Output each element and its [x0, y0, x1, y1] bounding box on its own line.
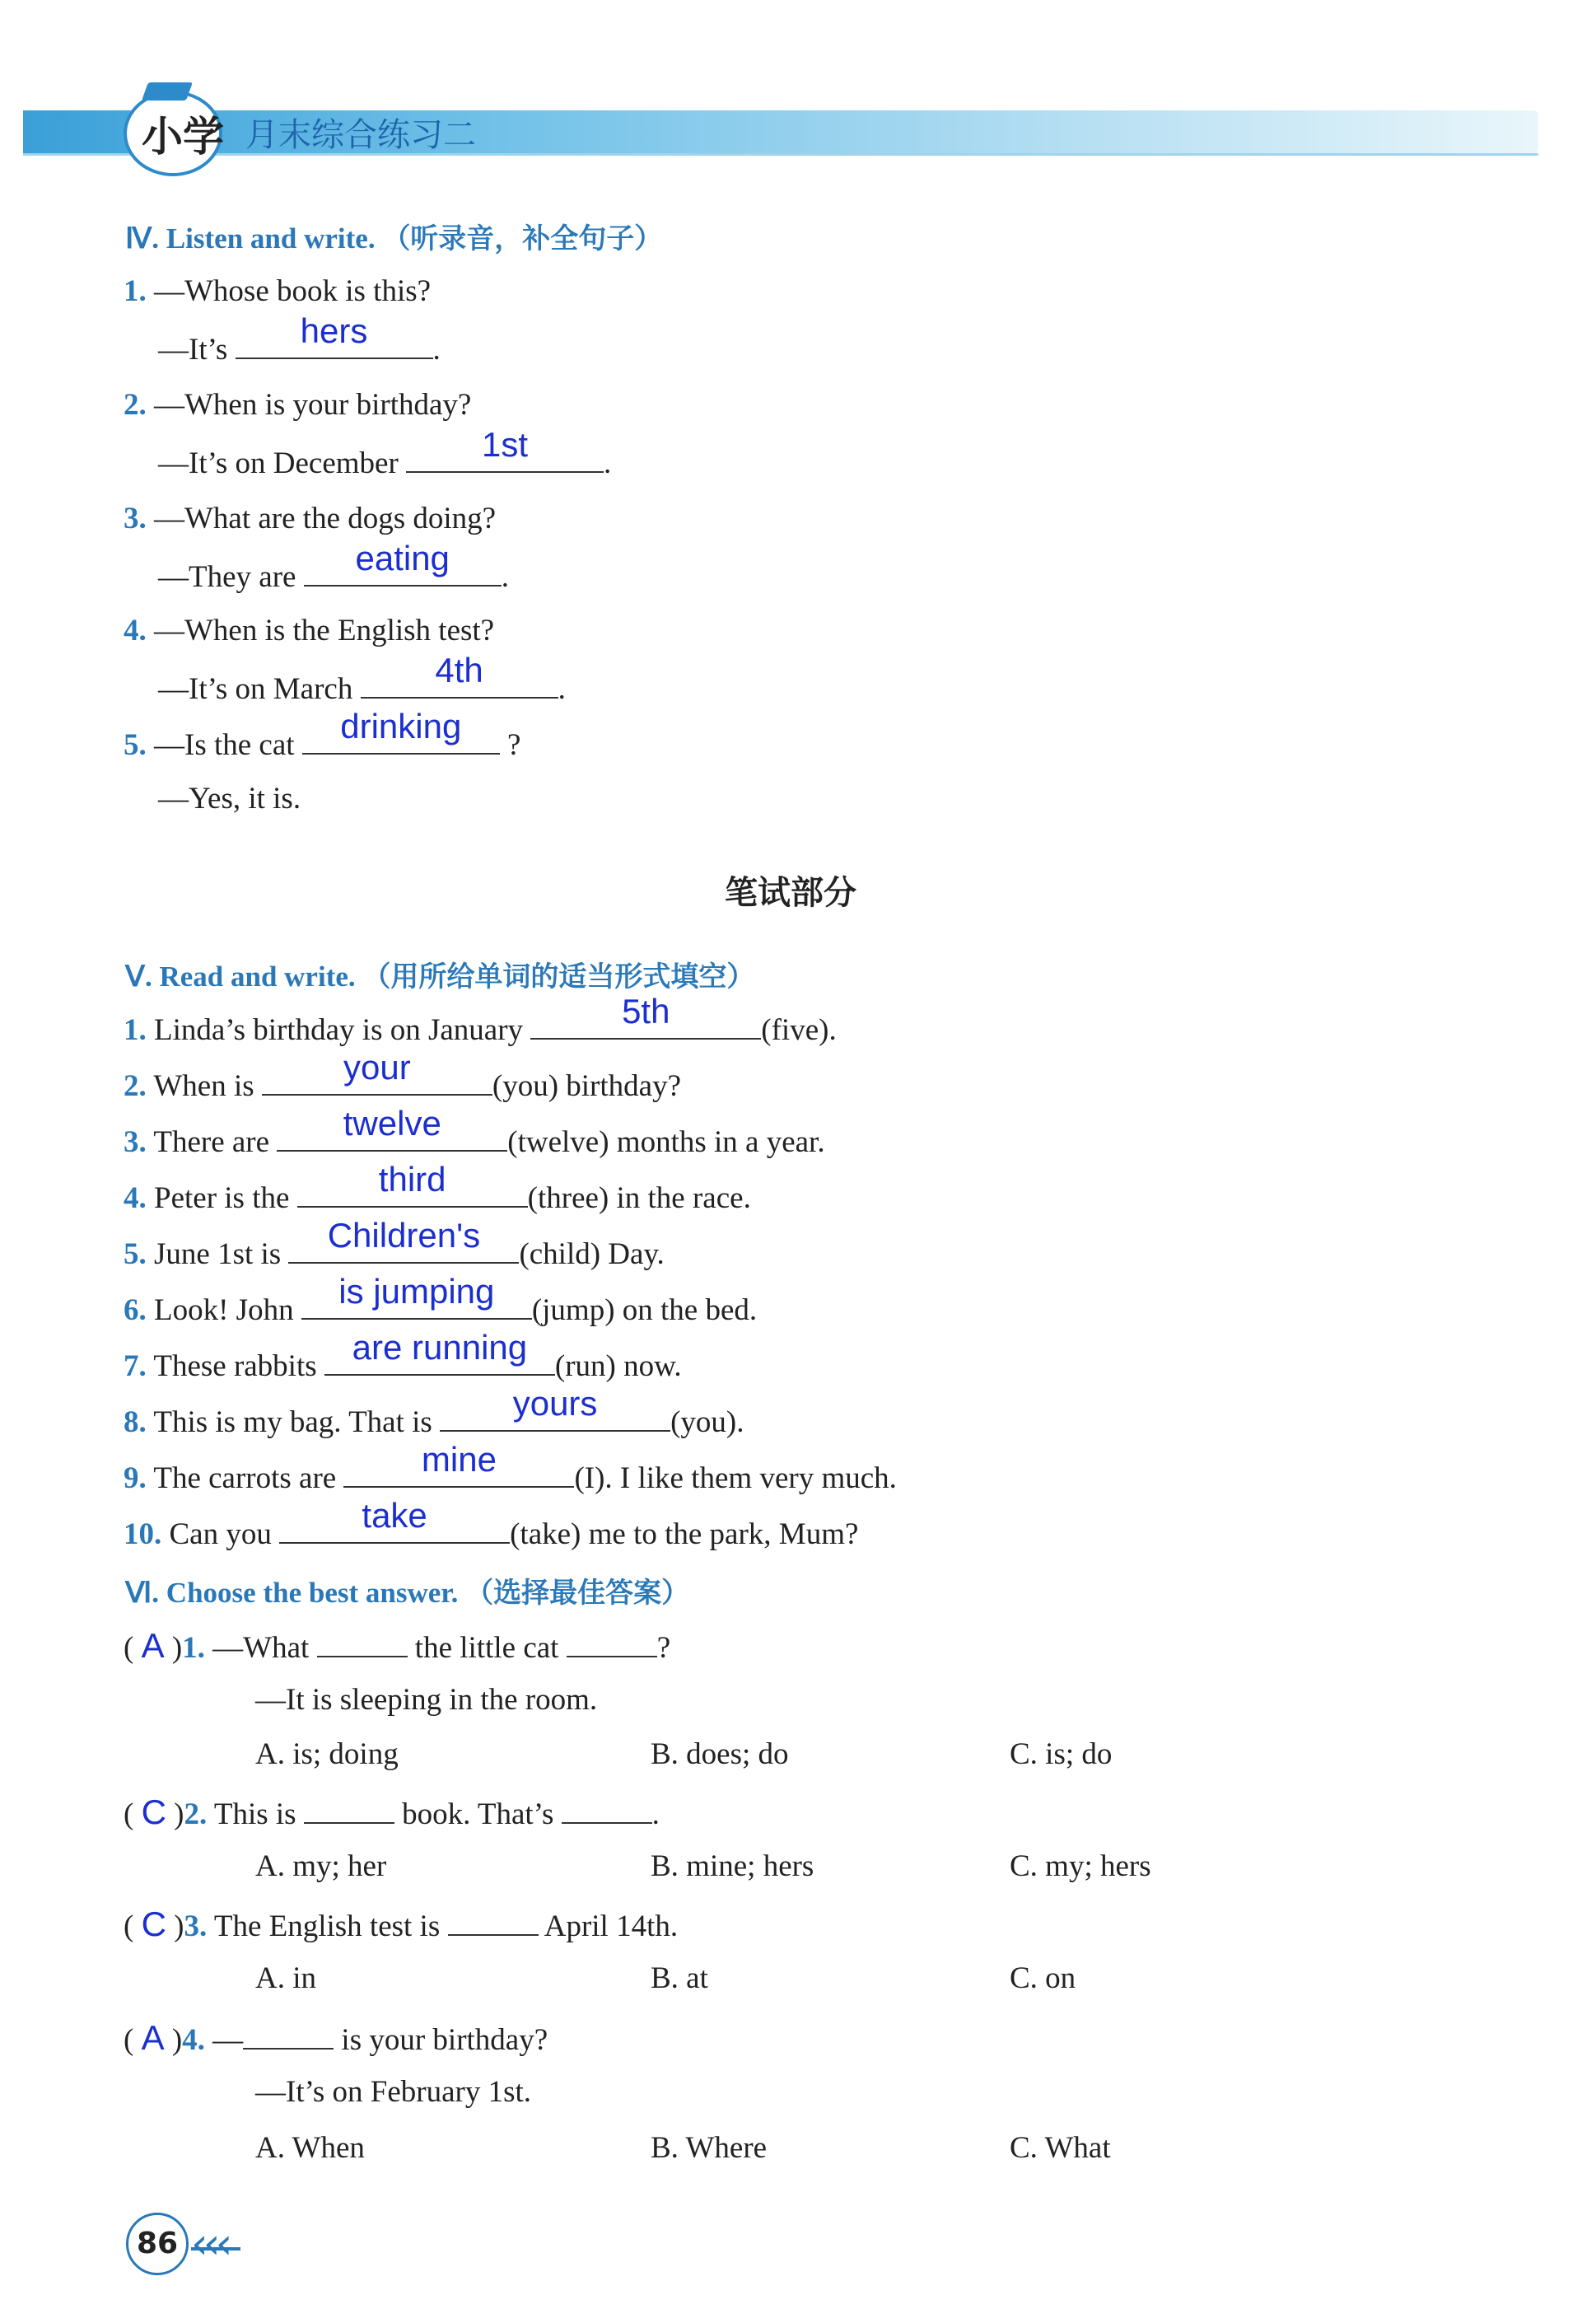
answer-blank[interactable]: are running: [324, 1346, 555, 1376]
listen-question-5: 5. —Is the cat drinking ?: [124, 707, 521, 762]
answer-blank[interactable]: your: [262, 1066, 492, 1096]
option-a[interactable]: A. When: [255, 2131, 365, 2165]
logo-text: 小学: [142, 113, 224, 161]
read-write-item-9: 9. The carrots are mine (I). I like them very much.: [124, 1440, 897, 1495]
option-c[interactable]: C. my; hers: [1010, 1849, 1151, 1883]
listen-reply-5: —Yes, it is.: [158, 782, 301, 816]
answer-blank[interactable]: mine: [343, 1458, 574, 1488]
choice-answer[interactable]: A: [141, 2018, 165, 2057]
choice-question-4: ( A )4. — is your birthday?: [124, 2018, 548, 2057]
option-a[interactable]: A. is; doing: [255, 1737, 399, 1771]
option-a[interactable]: A. my; her: [255, 1849, 387, 1883]
option-b[interactable]: B. at: [651, 1961, 708, 1995]
listen-question-2: 2. —When is your birthday?: [124, 388, 472, 422]
answer-blank[interactable]: 1st: [406, 443, 604, 473]
listen-question-1: 1. —Whose book is this?: [124, 274, 432, 308]
option-a[interactable]: A. in: [255, 1961, 316, 1995]
choice-question-2: ( C )2. This is book. That’s .: [124, 1793, 660, 1831]
option-c[interactable]: C. on: [1010, 1961, 1076, 1995]
read-write-item-10: 10. Can you take (take) me to the park, Mum?: [124, 1496, 859, 1551]
read-write-item-4: 4. Peter is the third (three) in the race.: [124, 1160, 751, 1215]
answer-blank[interactable]: Children's: [288, 1234, 519, 1264]
answer-blank[interactable]: [317, 1631, 408, 1657]
answer-blank[interactable]: [448, 1909, 539, 1936]
answer-blank[interactable]: [562, 1797, 652, 1824]
arrow-left-icon: ‹‹‹: [191, 2219, 228, 2269]
option-c[interactable]: C. is; do: [1010, 1737, 1113, 1771]
choice-reply-1: —It is sleeping in the room.: [255, 1683, 598, 1717]
choice-question-1: ( A )1. —What the little cat ?: [124, 1626, 671, 1665]
option-b[interactable]: B. mine; hers: [651, 1849, 814, 1883]
answer-blank[interactable]: twelve: [277, 1122, 507, 1152]
graduation-cap-icon: [142, 82, 193, 100]
option-c[interactable]: C. What: [1010, 2131, 1111, 2165]
read-write-item-2: 2. When is your (you) birthday?: [124, 1048, 681, 1103]
answer-blank[interactable]: third: [297, 1178, 528, 1208]
listen-question-3: 3. —What are the dogs doing?: [124, 502, 497, 535]
answer-blank[interactable]: 5th: [530, 1010, 761, 1040]
option-b[interactable]: B. Where: [651, 2131, 768, 2165]
header-title: 月末综合练习二: [245, 116, 476, 154]
listen-answer-2: —It’s on December 1st .: [158, 425, 612, 480]
listen-question-4: 4. —When is the English test?: [124, 614, 495, 647]
choice-question-3: ( C )3. The English test is April 14th.: [124, 1905, 679, 1943]
written-part-title: 笔试部分: [725, 874, 856, 912]
choice-answer[interactable]: C: [141, 1905, 166, 1943]
listen-answer-3: —They are eating .: [158, 539, 509, 594]
answer-blank[interactable]: [243, 2023, 334, 2050]
answer-blank[interactable]: take: [279, 1514, 510, 1544]
page-number: 86: [136, 2227, 179, 2260]
read-write-item-1: 1. Linda’s birthday is on January 5th (five).: [124, 992, 837, 1047]
answer-blank[interactable]: yours: [440, 1402, 670, 1432]
listen-answer-1: —It’s hers .: [158, 311, 441, 367]
answer-blank[interactable]: [304, 1797, 394, 1824]
choice-answer[interactable]: C: [141, 1793, 166, 1831]
section-6-title: Ⅵ. Choose the best answer. （选择最佳答案）: [125, 1577, 690, 1610]
answer-blank[interactable]: 4th: [361, 669, 558, 699]
answer-blank[interactable]: hers: [236, 330, 433, 359]
answer-blank[interactable]: drinking: [302, 725, 500, 755]
read-write-item-6: 6. Look! John is jumping (jump) on the bed.: [124, 1272, 758, 1327]
choice-answer[interactable]: A: [141, 1626, 165, 1665]
listen-answer-4: —It’s on March 4th .: [158, 651, 566, 706]
answer-blank[interactable]: eating: [304, 557, 502, 587]
option-b[interactable]: B. does; do: [651, 1737, 789, 1771]
read-write-item-3: 3. There are twelve (twelve) months in a year.: [124, 1104, 825, 1159]
read-write-item-8: 8. This is my bag. That is yours (you).: [124, 1384, 744, 1439]
section-4-title: Ⅳ. Listen and write. （听录音，补全句子）: [125, 222, 663, 255]
section-5-title: Ⅴ. Read and write. （用所给单词的适当形式填空）: [125, 961, 755, 993]
choice-reply-4: —It’s on February 1st.: [255, 2075, 532, 2109]
read-write-item-5: 5. June 1st is Children's (child) Day.: [124, 1216, 665, 1271]
answer-blank[interactable]: is jumping: [301, 1290, 532, 1320]
answer-blank[interactable]: [567, 1631, 657, 1657]
read-write-item-7: 7. These rabbits are running (run) now.: [124, 1328, 682, 1383]
